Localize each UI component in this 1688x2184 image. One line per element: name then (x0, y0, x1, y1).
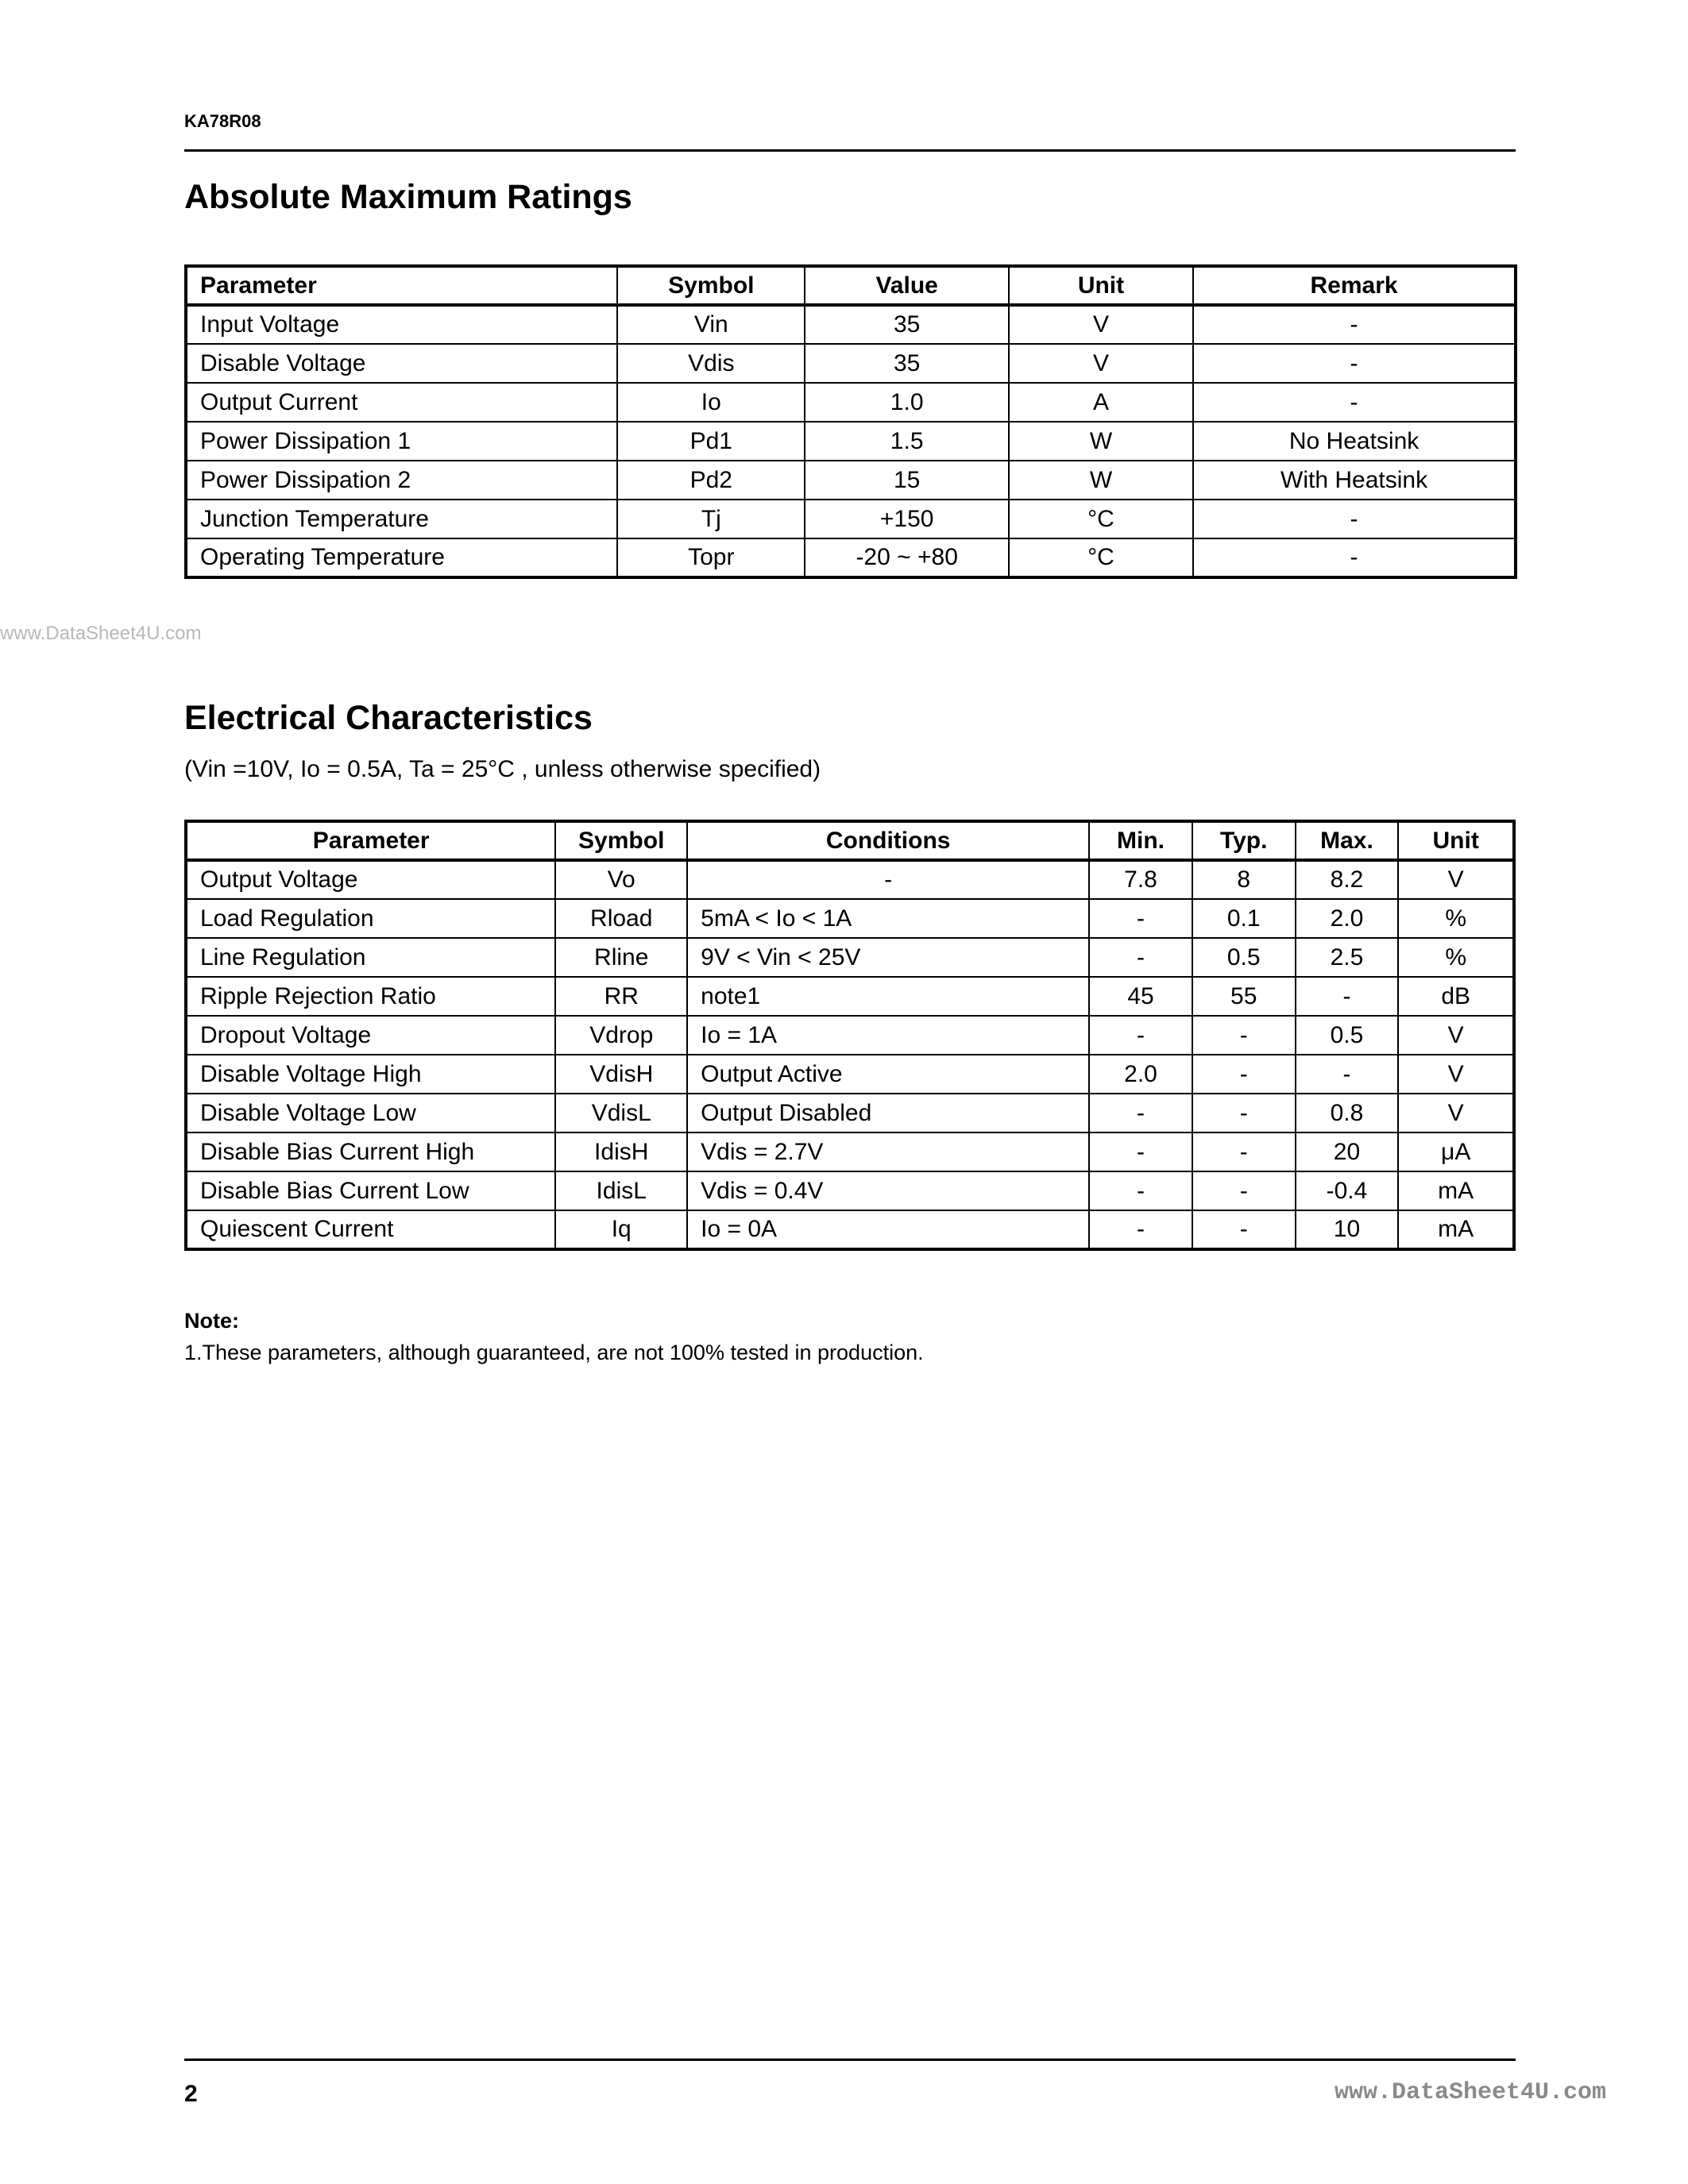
amr-header-value: Value (805, 266, 1008, 305)
table-cell: Disable Bias Current Low (186, 1171, 555, 1210)
table-cell: Vin (617, 305, 805, 344)
table-cell: 7.8 (1089, 860, 1192, 899)
table-cell: 20 (1296, 1133, 1399, 1171)
table-cell: °C (1009, 538, 1193, 577)
table-cell: Disable Voltage Low (186, 1094, 555, 1133)
table-cell: - (1193, 538, 1516, 577)
table-row (186, 1171, 1514, 1210)
table-cell: 15 (805, 461, 1008, 500)
table-cell: - (1192, 1094, 1296, 1133)
table-cell: Pd1 (617, 422, 805, 461)
table-cell: Line Regulation (186, 938, 555, 977)
table-cell: Input Voltage (186, 305, 617, 344)
table-row (186, 344, 1516, 383)
table-cell: - (1192, 1210, 1296, 1249)
table-cell: - (1192, 1133, 1296, 1171)
table-cell: °C (1009, 500, 1193, 538)
table-cell: Disable Voltage High (186, 1055, 555, 1094)
table-cell: 5mA < Io < 1A (687, 899, 1089, 938)
table-cell: 1.5 (805, 422, 1008, 461)
table-cell: - (1089, 938, 1192, 977)
table-row (186, 899, 1514, 938)
table-cell: - (1193, 383, 1516, 422)
table-cell: Operating Temperature (186, 538, 617, 577)
table-cell: +150 (805, 500, 1008, 538)
table-cell: Junction Temperature (186, 500, 617, 538)
table-cell: 35 (805, 305, 1008, 344)
amr-header-unit: Unit (1009, 266, 1193, 305)
table-cell: Vdis (617, 344, 805, 383)
ec-header-parameter: Parameter (186, 821, 555, 860)
electrical-characteristics-table (184, 820, 1516, 1251)
footer-divider (184, 2059, 1516, 2061)
table-header-row (186, 266, 1516, 305)
table-cell: 2.5 (1296, 938, 1399, 977)
table-cell: 8 (1192, 860, 1296, 899)
table-cell: 45 (1089, 977, 1192, 1016)
table-cell: VdisL (555, 1094, 687, 1133)
table-cell: - (687, 860, 1089, 899)
table-cell: - (1192, 1171, 1296, 1210)
amr-header-parameter: Parameter (186, 266, 617, 305)
table-cell: Output Voltage (186, 860, 555, 899)
table-cell: Disable Bias Current High (186, 1133, 555, 1171)
table-cell: Power Dissipation 1 (186, 422, 617, 461)
table-cell: 0.5 (1192, 938, 1296, 977)
table-cell: Tj (617, 500, 805, 538)
amr-header-symbol: Symbol (617, 266, 805, 305)
table-cell: Io (617, 383, 805, 422)
table-cell: - (1193, 305, 1516, 344)
table-cell: A (1009, 383, 1193, 422)
table-cell: 35 (805, 344, 1008, 383)
table-cell: Disable Voltage (186, 344, 617, 383)
table-cell: - (1089, 1016, 1192, 1055)
header-divider (184, 149, 1516, 152)
table-cell: 8.2 (1296, 860, 1399, 899)
table-row (186, 383, 1516, 422)
ec-header-symbol: Symbol (555, 821, 687, 860)
ec-header-typ: Typ. (1192, 821, 1296, 860)
table-row (186, 1133, 1514, 1171)
table-cell: W (1009, 422, 1193, 461)
table-cell: Quiescent Current (186, 1210, 555, 1249)
table-row (186, 1016, 1514, 1055)
electrical-conditions-subtitle: (Vin =10V, Io = 0.5A, Ta = 25°C , unless otherwise specified) (184, 756, 821, 782)
table-cell: % (1398, 938, 1514, 977)
table-cell: V (1398, 1016, 1514, 1055)
table-cell: VdisH (555, 1055, 687, 1094)
table-cell: - (1193, 344, 1516, 383)
table-cell: 9V < Vin < 25V (687, 938, 1089, 977)
table-cell: - (1296, 1055, 1399, 1094)
table-row (186, 500, 1516, 538)
part-number: KA78R08 (184, 111, 261, 131)
table-cell: Vdis = 0.4V (687, 1171, 1089, 1210)
table-cell: - (1089, 1171, 1192, 1210)
table-cell: μA (1398, 1133, 1514, 1171)
table-cell: Ripple Rejection Ratio (186, 977, 555, 1016)
table-cell: Rline (555, 938, 687, 977)
table-cell: V (1398, 1055, 1514, 1094)
table-cell: 10 (1296, 1210, 1399, 1249)
table-cell: - (1089, 1133, 1192, 1171)
table-cell: Output Disabled (687, 1094, 1089, 1133)
table-cell: 1.0 (805, 383, 1008, 422)
table-cell: Vdis = 2.7V (687, 1133, 1089, 1171)
table-cell: - (1089, 1094, 1192, 1133)
electrical-title: Electrical Characteristics (184, 699, 593, 737)
table-cell: V (1398, 1094, 1514, 1133)
table-row (186, 538, 1516, 577)
table-cell: IdisH (555, 1133, 687, 1171)
table-cell: V (1398, 860, 1514, 899)
table-cell: Output Active (687, 1055, 1089, 1094)
ec-header-min: Min. (1089, 821, 1192, 860)
table-row (186, 1210, 1514, 1249)
table-cell: mA (1398, 1210, 1514, 1249)
absolute-max-table (184, 264, 1517, 579)
table-cell: dB (1398, 977, 1514, 1016)
note-label: Note: (184, 1309, 239, 1333)
table-cell: Load Regulation (186, 899, 555, 938)
table-row (186, 977, 1514, 1016)
footer-watermark: www.DataSheet4U.com (1335, 2079, 1607, 2106)
table-cell: -0.4 (1296, 1171, 1399, 1210)
table-cell: 55 (1192, 977, 1296, 1016)
table-row (186, 938, 1514, 977)
table-cell: - (1089, 899, 1192, 938)
table-cell: - (1089, 1210, 1192, 1249)
table-cell: W (1009, 461, 1193, 500)
table-cell: -20 ~ +80 (805, 538, 1008, 577)
ec-header-unit: Unit (1398, 821, 1514, 860)
table-cell: With Heatsink (1193, 461, 1516, 500)
table-cell: Rload (555, 899, 687, 938)
table-cell: Iq (555, 1210, 687, 1249)
table-cell: - (1192, 1055, 1296, 1094)
table-cell: RR (555, 977, 687, 1016)
table-cell: Vo (555, 860, 687, 899)
page-number: 2 (184, 2081, 198, 2107)
table-cell: % (1398, 899, 1514, 938)
table-cell: 0.5 (1296, 1016, 1399, 1055)
ec-header-max: Max. (1296, 821, 1399, 860)
table-cell: 0.8 (1296, 1094, 1399, 1133)
table-cell: Io = 0A (687, 1210, 1089, 1249)
table-cell: - (1296, 977, 1399, 1016)
table-cell: No Heatsink (1193, 422, 1516, 461)
table-row (186, 422, 1516, 461)
table-cell: IdisL (555, 1171, 687, 1210)
table-cell: - (1192, 1016, 1296, 1055)
table-cell: V (1009, 305, 1193, 344)
table-cell: Topr (617, 538, 805, 577)
note-text: 1.These parameters, although guaranteed, are not 100% tested in production. (184, 1341, 924, 1364)
table-cell: 0.1 (1192, 899, 1296, 938)
table-cell: V (1009, 344, 1193, 383)
table-cell: Io = 1A (687, 1016, 1089, 1055)
table-cell: - (1193, 500, 1516, 538)
table-cell: Vdrop (555, 1016, 687, 1055)
table-row (186, 461, 1516, 500)
table-cell: 2.0 (1296, 899, 1399, 938)
table-row (186, 1094, 1514, 1133)
table-cell: Output Current (186, 383, 617, 422)
watermark-text: www.DataSheet4U.com (0, 623, 202, 644)
table-row (186, 305, 1516, 344)
ec-header-conditions: Conditions (687, 821, 1089, 860)
table-cell: Power Dissipation 2 (186, 461, 617, 500)
table-cell: Pd2 (617, 461, 805, 500)
table-cell: mA (1398, 1171, 1514, 1210)
table-cell: 2.0 (1089, 1055, 1192, 1094)
absolute-max-title: Absolute Maximum Ratings (184, 178, 632, 216)
table-cell: note1 (687, 977, 1089, 1016)
table-header-row (186, 821, 1514, 860)
table-row (186, 1055, 1514, 1094)
table-row (186, 860, 1514, 899)
table-cell: Dropout Voltage (186, 1016, 555, 1055)
amr-header-remark: Remark (1193, 266, 1516, 305)
